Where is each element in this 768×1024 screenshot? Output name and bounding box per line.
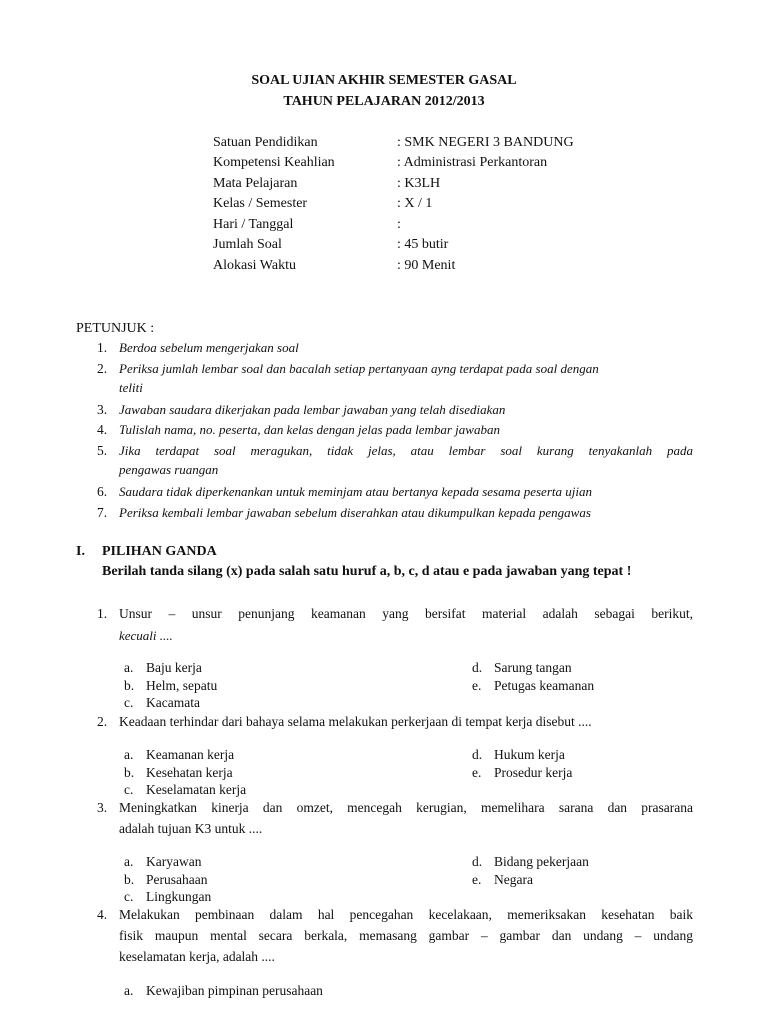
option-letter[interactable]: a. [124, 983, 134, 998]
option-text[interactable]: Lingkungan [146, 889, 212, 904]
instruction-text: teliti [119, 380, 143, 395]
instruction-number: 1. [97, 340, 108, 355]
instruction-text: Jawaban saudara dikerjakan pada lembar jawaban yang telah disediakan [119, 402, 506, 417]
question-text: Keadaan terhindar dari bahaya selama melakukan perkerjaan di tempat kerja disebut .... [119, 714, 592, 729]
section-title: PILIHAN GANDA [102, 544, 217, 559]
instructions-heading: PETUNJUK : [76, 321, 155, 336]
question-number: 2. [97, 714, 108, 729]
info-value: : [397, 217, 401, 232]
question-number: 3. [97, 800, 108, 815]
option-letter[interactable]: c. [124, 782, 134, 797]
instruction-text: Saudara tidak diperkenankan untuk meminjam atau bertanya kepada sesama peserta ujian [119, 484, 592, 499]
option-letter[interactable]: b. [124, 765, 135, 780]
info-label: Kompetensi Keahlian [213, 155, 335, 170]
option-text[interactable]: Petugas keamanan [494, 678, 595, 693]
option-text[interactable]: Kesehatan kerja [146, 765, 233, 780]
info-label: Satuan Pendidikan [213, 135, 318, 150]
question-text: fisik maupun mental secara berkala, memasang gambar – gambar dan undang – undang [119, 928, 693, 943]
option-text[interactable]: Sarung tangan [494, 660, 572, 675]
instruction-text: pengawas ruangan [119, 462, 219, 477]
info-label: Alokasi Waktu [213, 258, 296, 273]
option-letter[interactable]: c. [124, 695, 134, 710]
option-text[interactable]: Negara [494, 872, 533, 887]
info-value: : 45 butir [397, 237, 449, 252]
info-value: : SMK NEGERI 3 BANDUNG [397, 135, 574, 150]
instruction-text: Tulislah nama, no. peserta, dan kelas dengan jelas pada lembar jawaban [119, 422, 500, 437]
instruction-number: 7. [97, 505, 108, 520]
option-text[interactable]: Karyawan [146, 854, 202, 869]
question-text: Unsur – unsur penunjang keamanan yang bersifat material adalah sebagai berikut, [119, 606, 693, 621]
option-letter[interactable]: e. [472, 872, 482, 887]
option-letter[interactable]: e. [472, 678, 482, 693]
info-value: : 90 Menit [397, 258, 456, 273]
option-letter[interactable]: d. [472, 747, 483, 762]
instruction-text: Periksa jumlah lembar soal dan bacalah setiap pertanyaan ayng terdapat pada soal dengan [119, 361, 599, 376]
option-text[interactable]: Helm, sepatu [146, 678, 218, 693]
question-number: 1. [97, 606, 108, 621]
option-text[interactable]: Keselamatan kerja [146, 782, 247, 797]
option-text[interactable]: Kewajiban pimpinan perusahaan [146, 983, 323, 998]
info-value: : Administrasi Perkantoran [397, 155, 548, 170]
option-letter[interactable]: e. [472, 765, 482, 780]
instruction-text: Berdoa sebelum mengerjakan soal [119, 340, 299, 355]
question-text: keselamatan kerja, adalah .... [119, 949, 275, 964]
option-text[interactable]: Hukum kerja [494, 747, 565, 762]
option-text[interactable]: Prosedur kerja [494, 765, 573, 780]
question-text: adalah tujuan K3 untuk .... [119, 821, 263, 836]
option-text[interactable]: Perusahaan [146, 872, 208, 887]
option-text[interactable]: Bidang pekerjaan [494, 854, 589, 869]
exam-year: TAHUN PELAJARAN 2012/2013 [283, 94, 485, 109]
info-label: Hari / Tanggal [213, 217, 294, 232]
option-letter[interactable]: d. [472, 660, 483, 675]
instruction-text: Jika terdapat soal meragukan, tidak jelas, atau lembar soal kurang tenyakanlah pada [119, 443, 693, 458]
info-value: : X / 1 [397, 196, 433, 211]
info-label: Jumlah Soal [213, 237, 282, 252]
question-text: kecuali .... [119, 628, 173, 643]
info-label: Kelas / Semester [213, 196, 308, 211]
option-letter[interactable]: a. [124, 854, 134, 869]
instruction-number: 3. [97, 402, 108, 417]
option-letter[interactable]: b. [124, 678, 135, 693]
question-text: Melakukan pembinaan dalam hal pencegahan kecelakaan, memeriksakan kesehatan baik [119, 907, 693, 922]
option-letter[interactable]: a. [124, 660, 134, 675]
instruction-number: 6. [97, 484, 108, 499]
instruction-text: Periksa kembali lembar jawaban sebelum diserahkan atau dikumpulkan kepada pengawas [119, 505, 591, 520]
exam-title: SOAL UJIAN AKHIR SEMESTER GASAL [251, 73, 517, 88]
option-letter[interactable]: a. [124, 747, 134, 762]
section-instruction: Berilah tanda silang (x) pada salah satu huruf a, b, c, d atau e pada jawaban yang tepat ! [102, 564, 632, 579]
option-text[interactable]: Kacamata [146, 695, 200, 710]
instruction-number: 5. [97, 443, 108, 458]
section-number: I. [76, 544, 85, 559]
info-value: : K3LH [397, 176, 441, 191]
option-text[interactable]: Baju kerja [146, 660, 202, 675]
instruction-number: 4. [97, 422, 108, 437]
question-text: Meningkatkan kinerja dan omzet, mencegah kerugian, memelihara sarana dan prasarana [119, 800, 693, 815]
option-letter[interactable]: c. [124, 889, 134, 904]
option-letter[interactable]: b. [124, 872, 135, 887]
option-text[interactable]: Keamanan kerja [146, 747, 235, 762]
instruction-number: 2. [97, 361, 108, 376]
info-label: Mata Pelajaran [213, 176, 298, 191]
option-letter[interactable]: d. [472, 854, 483, 869]
question-number: 4. [97, 907, 108, 922]
